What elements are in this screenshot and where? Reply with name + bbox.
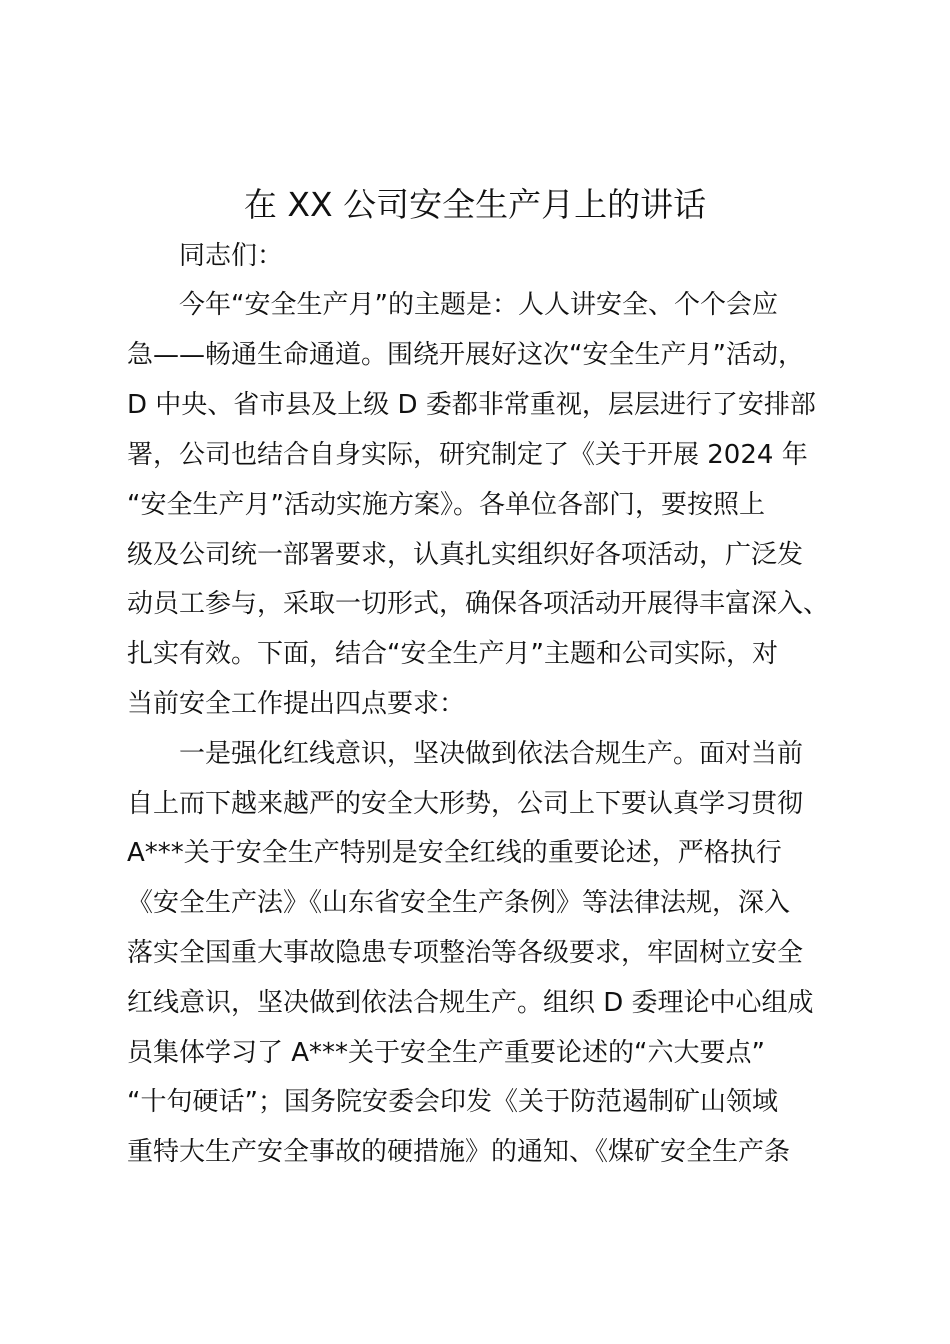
paragraph-2-line-1: 一是强化红线意识，坚决做到依法合规生产。面对当前 bbox=[179, 739, 804, 769]
paragraph-2-line-9: 重特大生产安全事故的硬措施》的通知、《煤矿安全生产条 bbox=[127, 1137, 791, 1167]
paragraph-1-line-7: 动员工参与，采取一切形式，确保各项活动开展得丰富深入、 bbox=[127, 589, 830, 619]
paragraph-1-line-1: 今年“安全生产月”的主题是：人人讲安全、个个会应 bbox=[179, 290, 778, 320]
paragraph-2-line-7: 员集体学习了 A***关于安全生产重要论述的“六大要点” bbox=[127, 1038, 765, 1068]
document-title: 在 XX 公司安全生产月上的讲话 bbox=[243, 185, 707, 224]
paragraph-1-line-4: 署，公司也结合自身实际，研究制定了《关于开展 2024 年 bbox=[127, 440, 808, 470]
paragraph-1-line-9: 当前安全工作提出四点要求： bbox=[127, 689, 466, 719]
paragraph-1-line-5: “安全生产月”活动实施方案》。各单位各部门，要按照上 bbox=[127, 490, 765, 520]
paragraph-1-line-2: 急——畅通生命通道。围绕开展好这次“安全生产月”活动， bbox=[127, 340, 804, 370]
paragraph-1-line-6: 级及公司统一部署要求，认真扎实组织好各项活动，广泛发 bbox=[127, 540, 804, 570]
paragraph-1-line-8: 扎实有效。下面，结合“安全生产月”主题和公司实际，对 bbox=[127, 639, 778, 669]
paragraph-1-line-3: D 中央、省市县及上级 D 委都非常重视，层层进行了安排部 bbox=[127, 390, 816, 420]
paragraph-2-line-5: 落实全国重大事故隐患专项整治等各级要求，牢固树立安全 bbox=[127, 938, 804, 968]
paragraph-2-line-8: “十句硬话”；国务院安委会印发《关于防范遏制矿山领域 bbox=[127, 1087, 778, 1117]
salutation-line: 同志们： bbox=[179, 241, 284, 271]
paragraph-2-line-6: 红线意识，坚决做到依法合规生产。组织 D 委理论中心组成 bbox=[127, 988, 814, 1018]
paragraph-2-line-4: 《安全生产法》《山东省安全生产条例》等法律法规，深入 bbox=[127, 888, 791, 918]
paragraph-2-line-2: 自上而下越来越严的安全大形势，公司上下要认真学习贯彻 bbox=[127, 789, 804, 819]
paragraph-2-line-3: A***关于安全生产特别是安全红线的重要论述，严格执行 bbox=[127, 838, 782, 868]
